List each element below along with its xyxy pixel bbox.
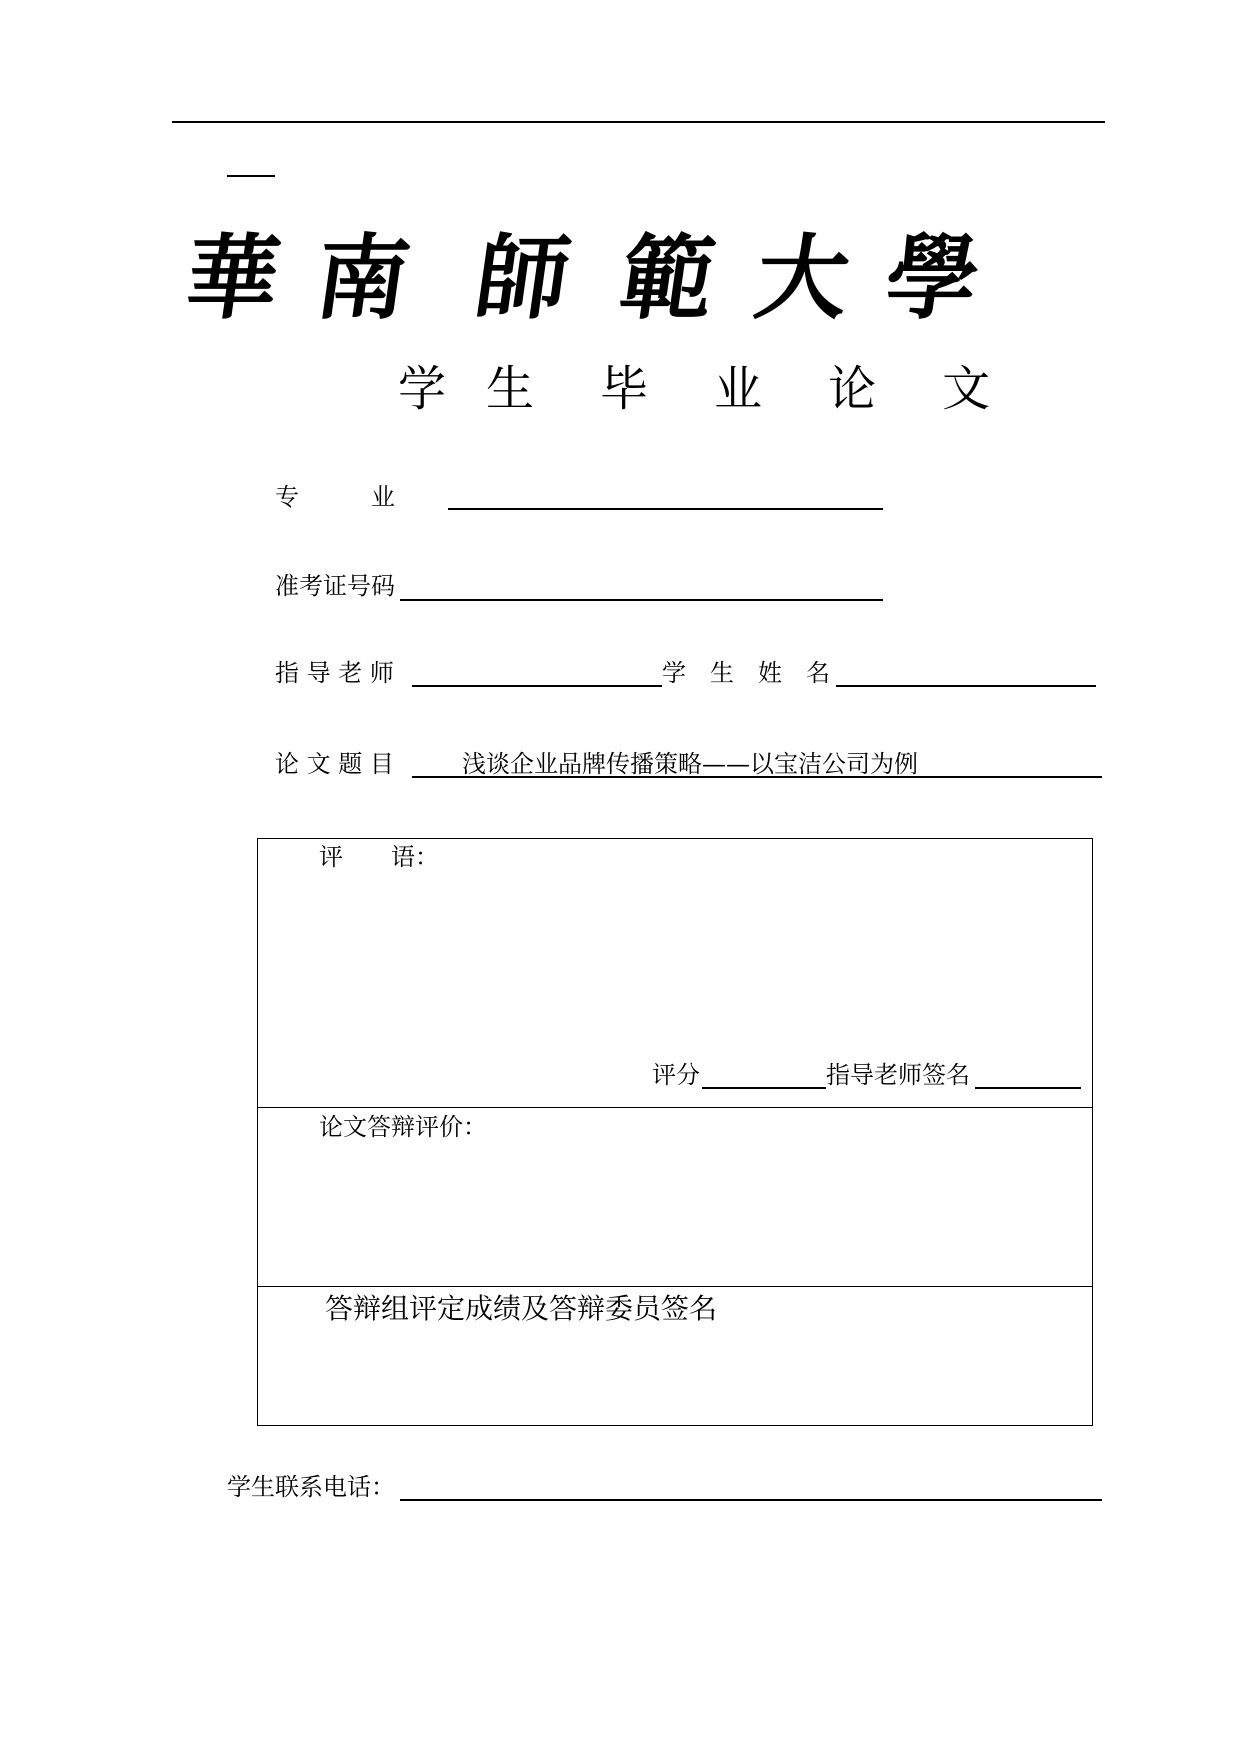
document-title: [398, 350, 990, 419]
score-label: 评分: [652, 1061, 700, 1089]
advisor-signature-label: 指导老师签名: [826, 1061, 970, 1089]
title-char: 毕: [600, 361, 649, 417]
title-char: 文: [942, 361, 991, 417]
major-label: 专 业: [275, 483, 395, 511]
svg-text:大: 大: [748, 223, 857, 332]
svg-text:師: 師: [468, 223, 577, 332]
title-char: 生: [486, 361, 535, 417]
svg-text:範: 範: [613, 223, 722, 332]
thesis-title-field[interactable]: [412, 776, 1102, 778]
svg-text:華: 華: [178, 223, 287, 332]
major-field[interactable]: [448, 508, 883, 510]
comments-label: 评 语：: [319, 843, 439, 871]
student-phone-label: 学生联系电话：: [227, 1473, 395, 1501]
header-rule: [172, 121, 1105, 123]
university-logo: [178, 218, 995, 338]
thesis-title-label: 论 文 题 目: [275, 750, 394, 778]
thesis-title-value: 浅谈企业品牌传播策略——以宝洁公司为例: [462, 750, 918, 778]
advisor-field[interactable]: [412, 685, 662, 687]
title-char: 业: [714, 361, 763, 417]
svg-text:南: 南: [308, 223, 417, 332]
student-phone-field[interactable]: [400, 1499, 1102, 1501]
exam-id-label: 准考证号码: [275, 572, 395, 600]
student-name-field[interactable]: [836, 685, 1096, 687]
header-short-rule: [227, 175, 275, 177]
exam-id-field[interactable]: [400, 599, 883, 601]
advisor-signature-field[interactable]: [975, 1087, 1081, 1089]
score-field[interactable]: [702, 1087, 826, 1089]
svg-text:學: 學: [878, 223, 987, 332]
title-char: 论: [828, 361, 877, 417]
committee-label: 答辩组评定成绩及答辩委员签名: [325, 1292, 718, 1325]
advisor-label: 指 导 老 师: [275, 659, 394, 687]
evaluation-divider: [257, 1107, 1093, 1108]
student-name-label: 学 生 姓 名: [662, 659, 830, 687]
title-char: 学: [398, 361, 447, 417]
defense-eval-label: 论文答辩评价：: [319, 1113, 487, 1141]
